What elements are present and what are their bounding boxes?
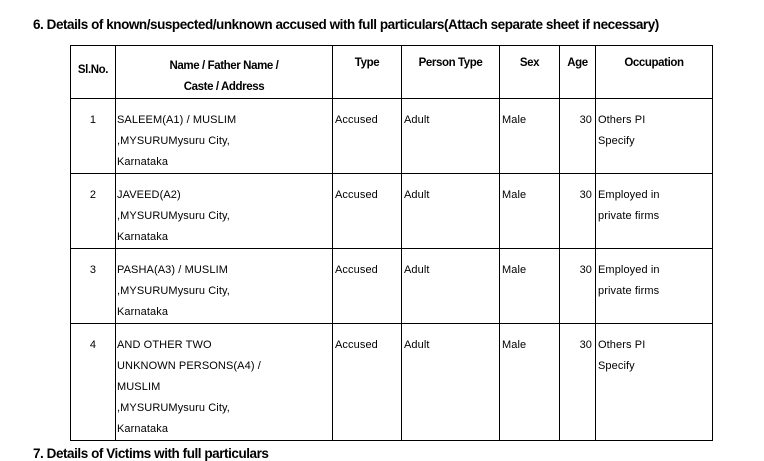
occupation-line: Employed in <box>598 189 660 201</box>
occupation-line: Others PI <box>598 114 646 126</box>
cell-slno: 2 <box>71 174 116 249</box>
cell-name <box>116 324 333 441</box>
name-line: SALEEM(A1) / MUSLIM <box>117 114 237 126</box>
cell-person-type: Adult <box>402 174 500 249</box>
section-6-heading: 6. Details of known/suspected/unknown accused with full particulars(Attach separate sheet if necessary) <box>33 17 659 32</box>
cell-name <box>116 99 333 174</box>
header-occupation: Occupation <box>596 46 713 99</box>
table-row <box>71 99 713 174</box>
table-row <box>71 249 713 324</box>
table-row <box>71 174 713 249</box>
cell-type: Accused <box>333 99 402 174</box>
occupation-line: Employed in <box>598 264 660 276</box>
name-line: UNKNOWN PERSONS(A4) / <box>117 360 261 372</box>
name-line: Karnataka <box>117 423 169 435</box>
cell-type: Accused <box>333 324 402 441</box>
cell-sex: Male <box>500 249 560 324</box>
cell-occupation <box>596 99 713 174</box>
cell-person-type: Adult <box>402 99 500 174</box>
accused-details-table <box>70 45 713 441</box>
cell-sex: Male <box>500 174 560 249</box>
cell-type: Accused <box>333 174 402 249</box>
cell-age: 30 <box>560 249 596 324</box>
name-line: MUSLIM <box>117 381 161 393</box>
occupation-line: Others PI <box>598 339 646 351</box>
cell-slno: 1 <box>71 99 116 174</box>
name-line: ,MYSURUMysuru City, <box>117 285 230 297</box>
header-type: Type <box>333 46 402 99</box>
name-line: ,MYSURUMysuru City, <box>117 402 230 414</box>
cell-age: 30 <box>560 99 596 174</box>
occupation-line: private firms <box>598 210 660 222</box>
header-name-line1: Name / Father Name / <box>169 60 279 72</box>
cell-occupation <box>596 174 713 249</box>
cell-sex: Male <box>500 324 560 441</box>
header-person-type: Person Type <box>402 46 500 99</box>
occupation-line: Specify <box>598 360 635 372</box>
cell-sex: Male <box>500 99 560 174</box>
header-age: Age <box>560 46 596 99</box>
cell-slno: 3 <box>71 249 116 324</box>
cell-person-type: Adult <box>402 249 500 324</box>
name-line: JAVEED(A2) <box>117 189 181 201</box>
table-header-row <box>71 46 713 99</box>
name-line: Karnataka <box>117 306 169 318</box>
cell-name <box>116 174 333 249</box>
occupation-line: private firms <box>598 285 660 297</box>
header-name <box>116 46 333 99</box>
cell-slno: 4 <box>71 324 116 441</box>
name-line: ,MYSURUMysuru City, <box>117 135 230 147</box>
section-7-heading: 7. Details of Victims with full particulars <box>33 446 269 461</box>
table-row <box>71 324 713 441</box>
cell-person-type: Adult <box>402 324 500 441</box>
cell-age: 30 <box>560 324 596 441</box>
name-line: Karnataka <box>117 156 169 168</box>
name-line: PASHA(A3) / MUSLIM <box>117 264 229 276</box>
name-line: AND OTHER TWO <box>117 339 212 351</box>
occupation-line: Specify <box>598 135 635 147</box>
cell-occupation <box>596 324 713 441</box>
name-line: ,MYSURUMysuru City, <box>117 210 230 222</box>
cell-age: 30 <box>560 174 596 249</box>
cell-occupation <box>596 249 713 324</box>
name-line: Karnataka <box>117 231 169 243</box>
header-name-line2: Caste / Address <box>183 81 265 93</box>
header-slno: Sl.No. <box>71 46 116 99</box>
header-sex: Sex <box>500 46 560 99</box>
cell-type: Accused <box>333 249 402 324</box>
cell-name <box>116 249 333 324</box>
